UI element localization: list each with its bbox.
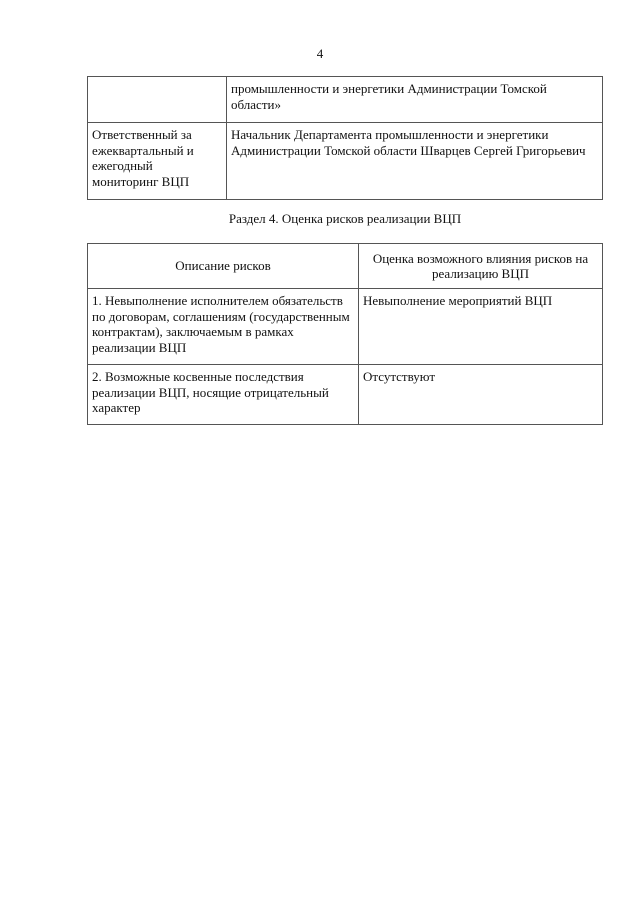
table-header-row — [88, 244, 603, 289]
table-cell: Начальник Департамента промышленности и энергетики Администрации Томской области Шварцев Сергей Григорьевич — [227, 123, 603, 200]
table-row — [88, 289, 603, 365]
table-row — [88, 123, 603, 200]
column-header: Описание рисков — [88, 244, 359, 289]
column-header: Оценка возможного влияния рисков на реализацию ВЦП — [359, 244, 603, 289]
table-cell: Невыполнение мероприятий ВЦП — [359, 289, 603, 365]
table-cell — [88, 77, 227, 123]
table-cell: Отсутствуют — [359, 365, 603, 425]
page-number: 4 — [316, 46, 324, 61]
table-row — [88, 77, 603, 123]
responsibility-table — [87, 76, 603, 200]
table-cell: 1. Невыполнение исполнителем обязательств по договорам, соглашениям (государственным контрактам), заключаемым в рамках реализации ВЦП — [88, 289, 359, 365]
table-cell: 2. Возможные косвенные последствия реализации ВЦП, носящие отрицательный характер — [88, 365, 359, 425]
table-cell: промышленности и энергетики Администрации Томской области» — [227, 77, 603, 123]
section-title: Раздел 4. Оценка рисков реализации ВЦП — [228, 211, 462, 226]
risk-table — [87, 243, 603, 425]
table-row — [88, 365, 603, 425]
table-cell: Ответственный за ежеквартальный и ежегодный мониторинг ВЦП — [88, 123, 227, 200]
